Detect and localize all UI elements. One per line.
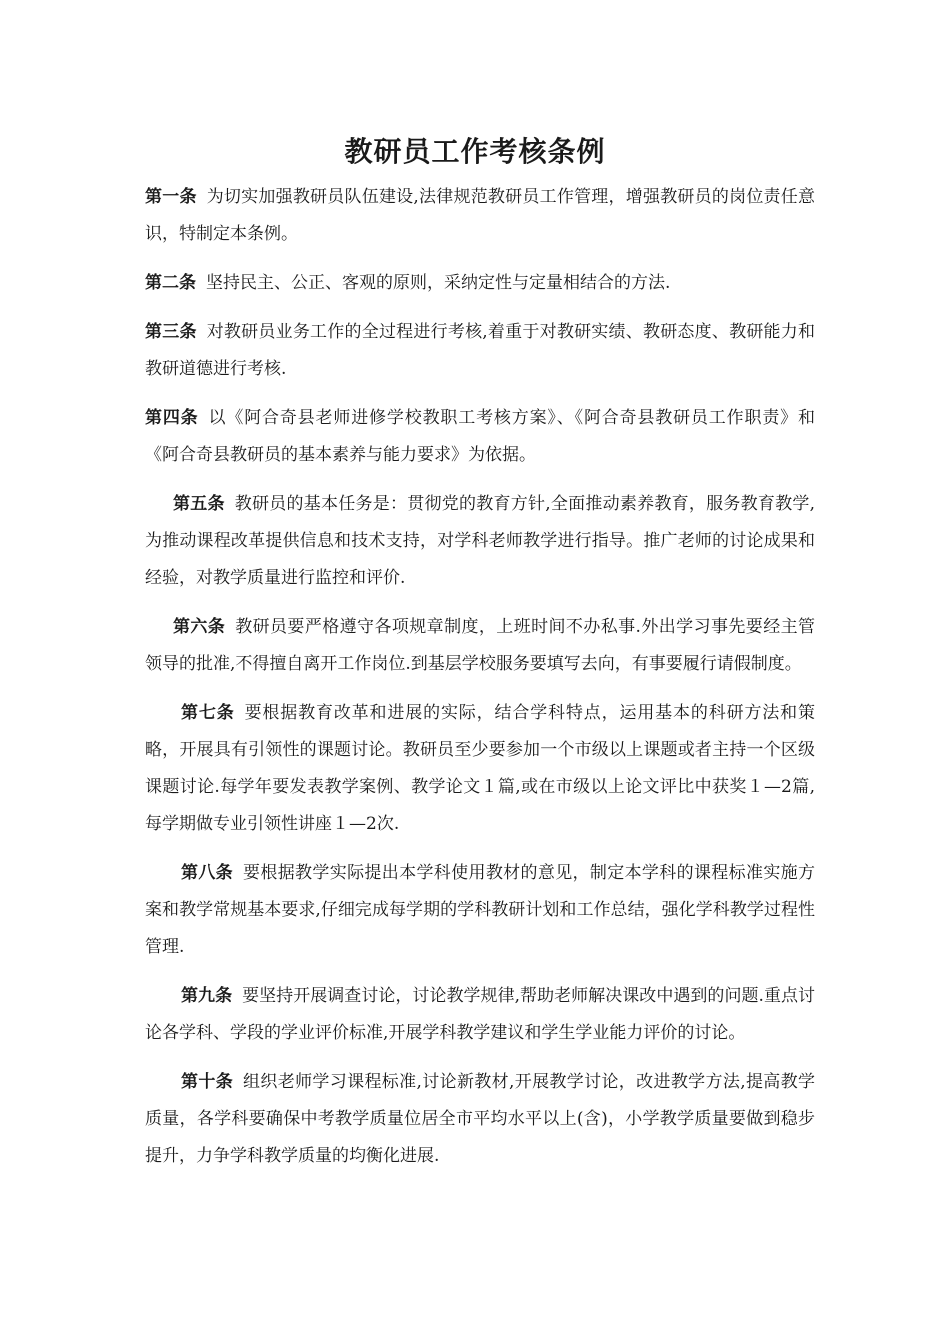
article-label: 第三条 [145,322,197,342]
article-4 [145,400,815,474]
article-label: 第八条 [181,863,234,883]
article-label: 第九条 [181,986,233,1006]
article-text: 对教研员业务工作的全过程进行考核,着重于对教研实绩、教研态度、教研能力和教研道德进行考核. [145,322,816,379]
article-label: 第十条 [181,1072,234,1092]
article-label: 第七条 [181,703,235,723]
article-label: 第四条 [145,408,199,428]
article-2 [145,265,815,302]
article-text: 坚持民主、公正、客观的原则，采纳定性与定量相结合的方法. [206,273,671,293]
article-10 [145,1064,815,1175]
article-6 [145,609,815,683]
article-text: 要根据教育改革和进展的实际，结合学科特点，运用基本的科研方法和策略，开展具有引领性的课题讨论。教研员至少要参加一个市级以上课题或者主持一个区级课题讨论.每学年要发表教学案例、教学论文１篇,或在市级以上论文评比中获奖１—2篇,每学期做专业引领性讲座１—2次. [145,703,816,834]
article-7 [145,695,815,843]
article-label: 第一条 [145,187,197,207]
article-text: 教研员的基本任务是：贯彻党的教育方针,全面推动素养教育，服务教育教学,为推动课程改革提供信息和技术支持，对学科老师教学进行指导。推广老师的讨论成果和经验，对教学质量进行监控和评价. [145,494,815,588]
article-label: 第五条 [173,494,225,514]
article-8 [145,855,815,966]
document-title: 教研员工作考核条例 [344,135,606,168]
article-text: 要根据教学实际提出本学科使用教材的意见，制定本学科的课程标准实施方案和教学常规基本要求,仔细完成每学期的学科教研计划和工作总结，强化学科教学过程性管理. [145,863,816,957]
article-5 [145,486,815,597]
article-text: 要坚持开展调查讨论，讨论教学规律,帮助老师解决课改中遇到的问题.重点讨论各学科、学段的学业评价标准,开展学科教学建议和学生学业能力评价的讨论。 [145,986,816,1043]
article-9 [145,978,815,1052]
article-1 [145,179,815,253]
article-text: 组织老师学习课程标准,讨论新教材,开展教学讨论，改进教学方法,提高教学质量，各学科要确保中考教学质量位居全市平均水平以上(含)，小学教学质量要做到稳步提升，力争学科教学质量的均衡化进展. [145,1072,816,1166]
article-text: 教研员要严格遵守各项规章制度，上班时间不办私事.外出学习事先要经主管领导的批准,不得擅自离开工作岗位.到基层学校服务要填写去向，有事要履行请假制度。 [145,617,815,674]
document-body [145,179,815,1175]
article-3 [145,314,815,388]
article-label: 第二条 [145,273,196,293]
article-text: 以《阿合奇县老师进修学校教职工考核方案》、《阿合奇县教研员工作职责》和《阿合奇县教研员的基本素养与能力要求》为依据。 [145,408,816,465]
article-text: 为切实加强教研员队伍建设,法律规范教研员工作管理，增强教研员的岗位责任意识，特制定本条例。 [145,187,816,244]
article-label: 第六条 [173,617,226,637]
